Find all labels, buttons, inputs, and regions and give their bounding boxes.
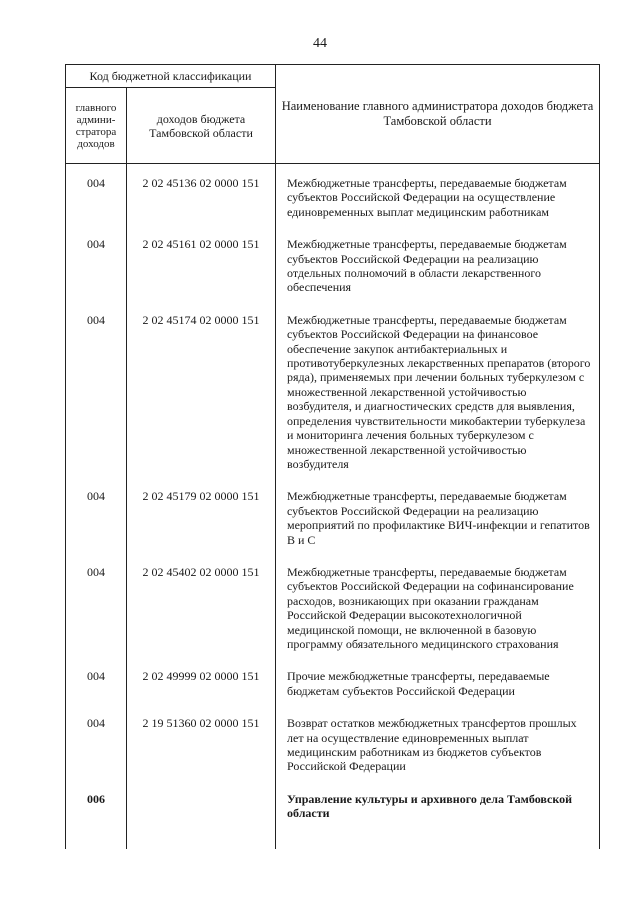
income-code: 2 02 45179 02 0000 151 xyxy=(127,477,276,553)
header-income-code: доходов бюджета Тамбовской области xyxy=(127,88,276,164)
income-name: Межбюджетные трансферты, передаваемые бюджетам субъектов Российской Федерации на софинансирование расходов, возникающих при оказании гражданам Российской Федерации высокотехнологичной медицинской помощи, не включенной в базовую программу обязательного медицинского страхования xyxy=(276,553,600,657)
admin-code: 004 xyxy=(66,477,127,553)
table-row xyxy=(66,164,600,226)
admin-code: 004 xyxy=(66,704,127,780)
table-row xyxy=(66,780,600,849)
table-row xyxy=(66,553,600,657)
income-name: Межбюджетные трансферты, передаваемые бюджетам субъектов Российской Федерации на реализацию мероприятий по профилактике ВИЧ-инфекции и гепатитов В и С xyxy=(276,477,600,553)
table-row xyxy=(66,704,600,780)
income-name: Возврат остатков межбюджетных трансфертов прошлых лет на осуществление единовременных выплат медицинским работникам из бюджетов субъектов Российской Федерации xyxy=(276,704,600,780)
admin-code: 004 xyxy=(66,301,127,477)
income-code: 2 02 49999 02 0000 151 xyxy=(127,657,276,704)
admin-code: 004 xyxy=(66,657,127,704)
income-name: Межбюджетные трансферты, передаваемые бюджетам субъектов Российской Федерации на финансовое обеспечение закупок антибактериальных и противотуберкулезных лекарственных препаратов (второго ряда), применяемых при лечении больных туберкулезом с множественной лекарственной устойчивостью возбудителя, и диагностических средств для выявления, определения чувствительности микобактерии туберкулеза и мониторинга лечения больных туберкулезом с множественной лекарственной устойчивостью возбудителя xyxy=(276,301,600,477)
header-budget-classification-code: Код бюджетной классификации xyxy=(66,65,276,88)
budget-classification-table xyxy=(65,64,600,849)
admin-code: 004 xyxy=(66,225,127,301)
income-code xyxy=(127,780,276,849)
income-code: 2 02 45174 02 0000 151 xyxy=(127,301,276,477)
income-name: Межбюджетные трансферты, передаваемые бюджетам субъектов Российской Федерации на осуществление единовременных выплат медицинским работникам xyxy=(276,164,600,226)
table-row xyxy=(66,657,600,704)
admin-code: 006 xyxy=(66,780,127,849)
income-name: Прочие межбюджетные трансферты, передаваемые бюджетам субъектов Российской Федерации xyxy=(276,657,600,704)
table-row xyxy=(66,477,600,553)
income-code: 2 02 45136 02 0000 151 xyxy=(127,164,276,226)
admin-code: 004 xyxy=(66,553,127,657)
admin-code: 004 xyxy=(66,164,127,226)
page-number: 44 xyxy=(313,36,327,51)
table-row xyxy=(66,225,600,301)
administrator-name: Управление культуры и архивного дела Тамбовской области xyxy=(276,780,600,849)
income-name: Межбюджетные трансферты, передаваемые бюджетам субъектов Российской Федерации на реализацию отдельных полномочий в области лекарственного обеспечения xyxy=(276,225,600,301)
income-code: 2 02 45402 02 0000 151 xyxy=(127,553,276,657)
income-code: 2 02 45161 02 0000 151 xyxy=(127,225,276,301)
income-code: 2 19 51360 02 0000 151 xyxy=(127,704,276,780)
header-administrator-name: Наименование главного администратора доходов бюджета Тамбовской области xyxy=(276,65,600,164)
header-chief-administrator: главного админи-стратора доходов xyxy=(66,88,127,164)
table-row xyxy=(66,301,600,477)
